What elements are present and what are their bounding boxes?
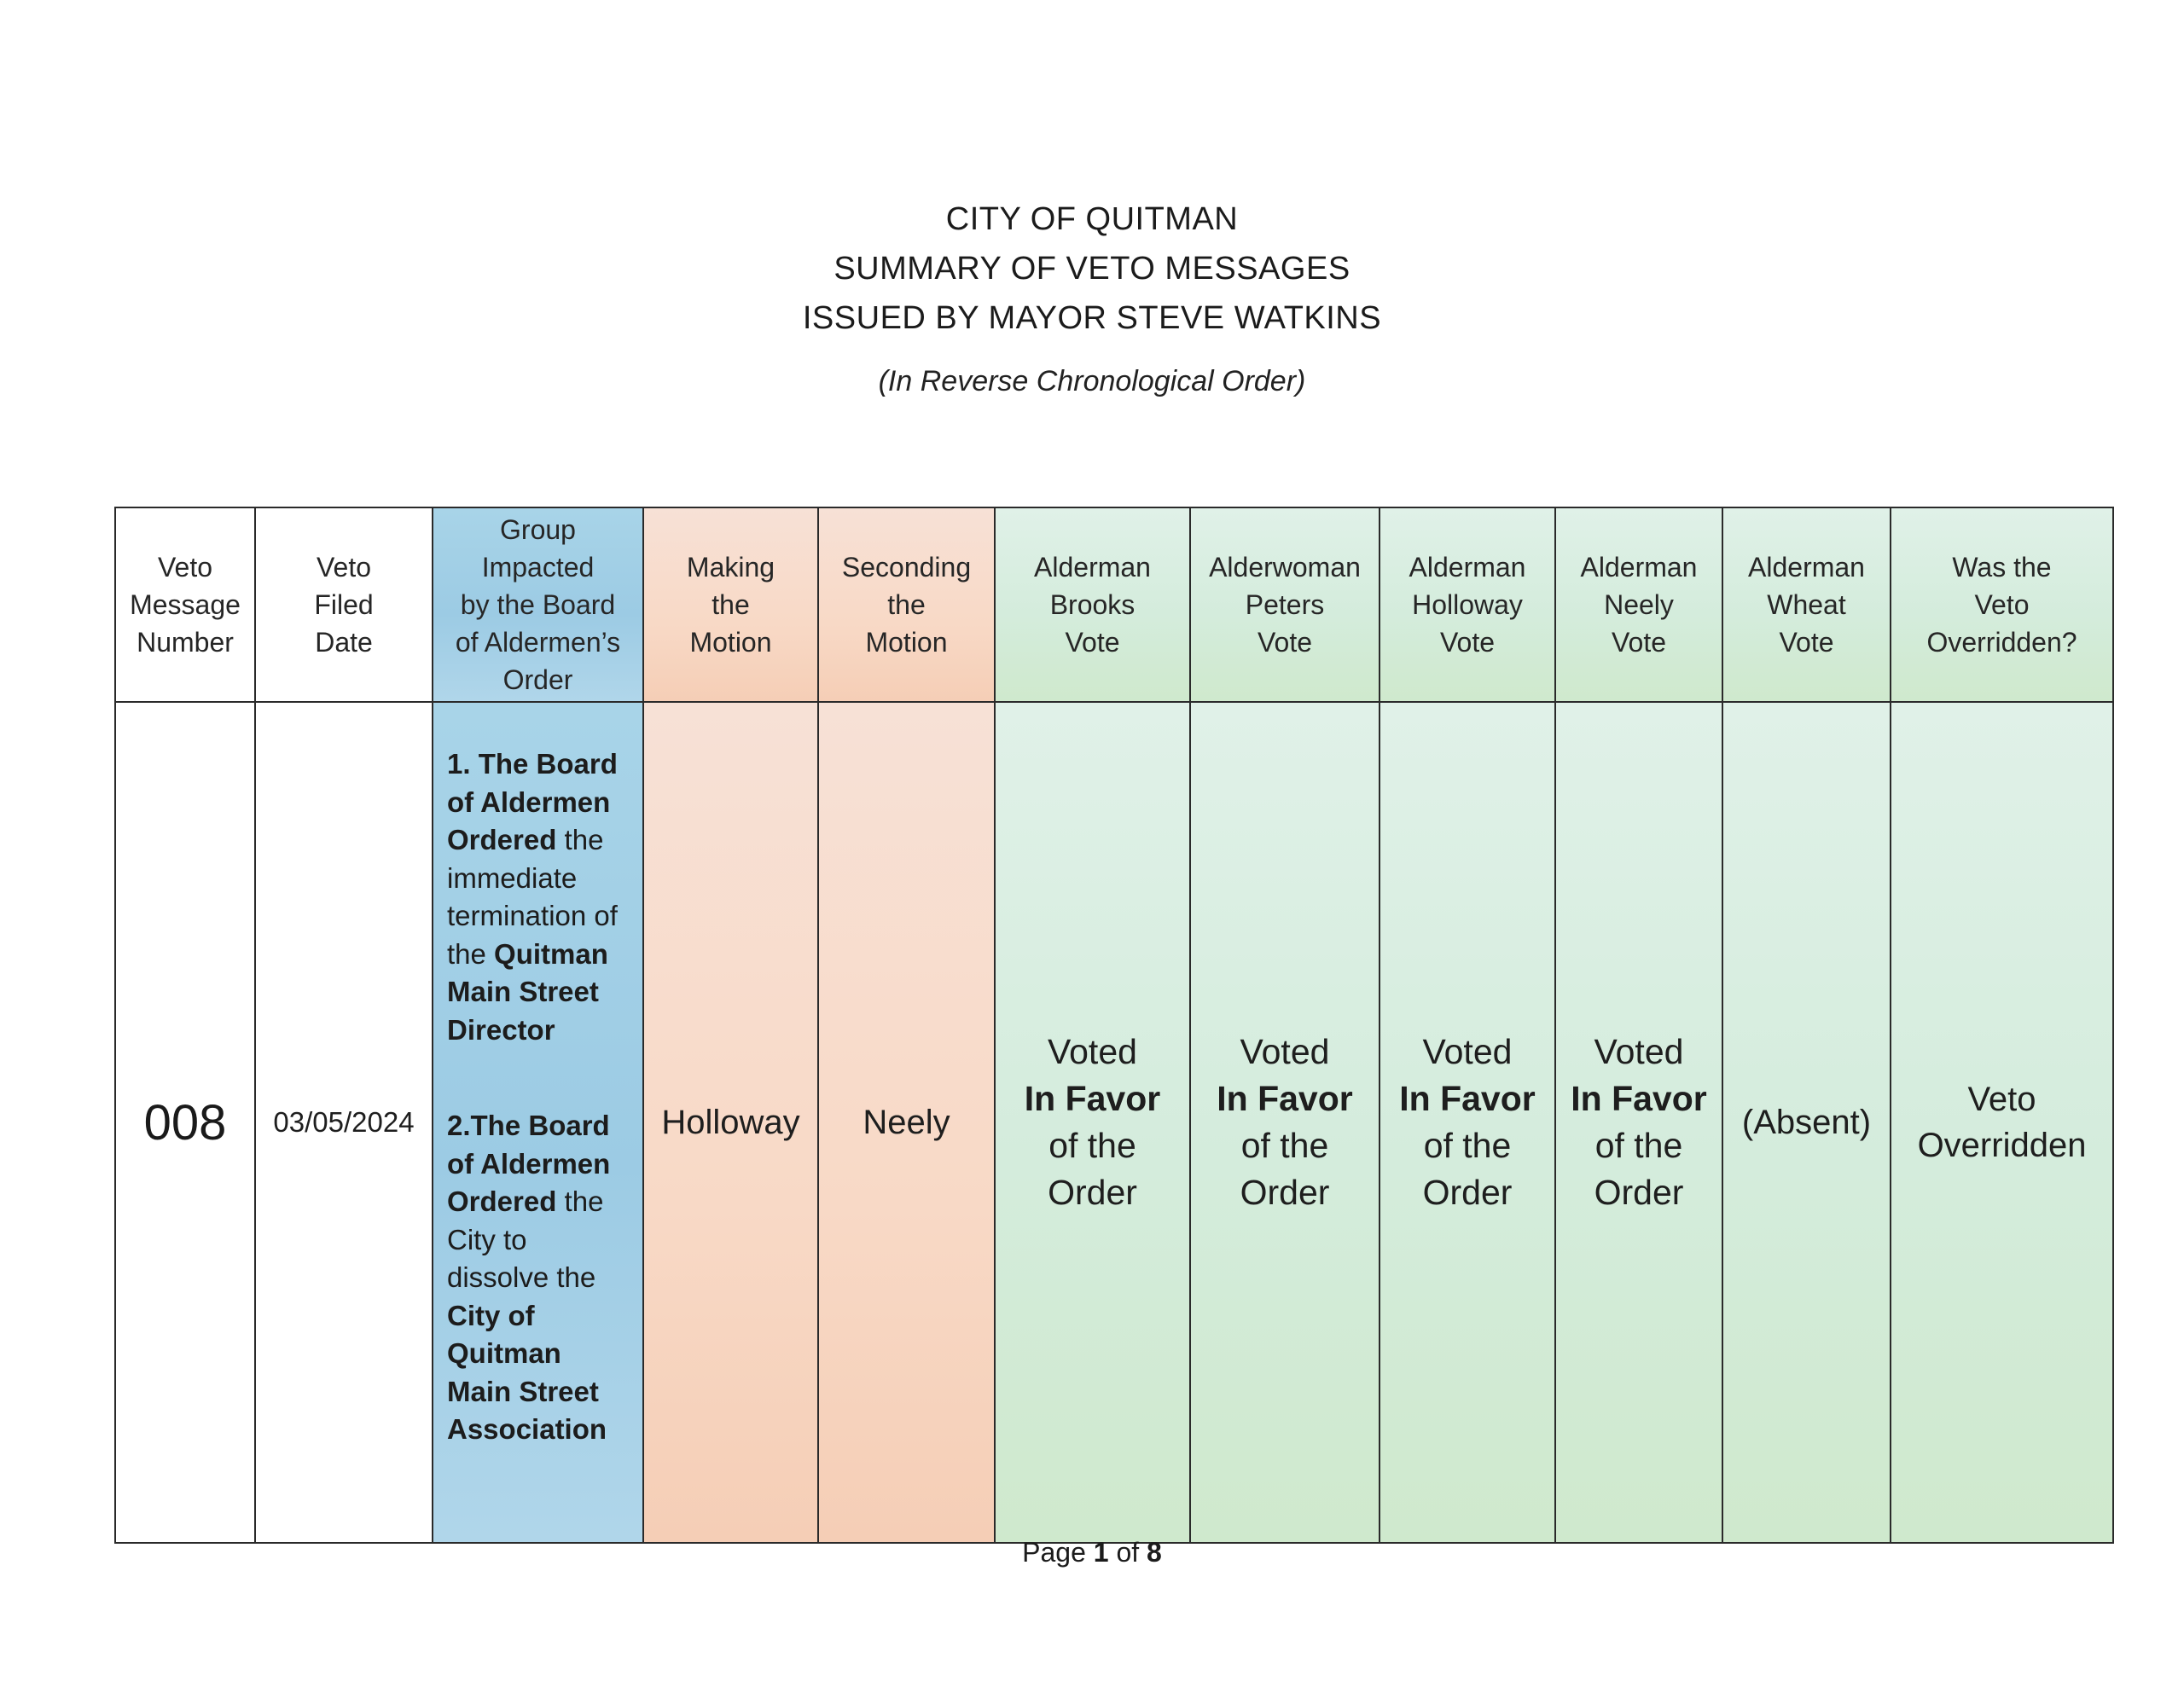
header-text: Vote [1779,627,1834,658]
cell-neely-vote [1555,702,1722,1543]
header-text: Alderman [1409,552,1526,583]
header-text: Number [136,627,234,658]
cell-filed-date: 03/05/2024 [255,702,433,1543]
header-text: Making [686,552,775,583]
cell-seconding-motion: Neely [818,702,995,1543]
vote-text: Voted [1048,1032,1137,1071]
group-item-2 [447,1107,629,1449]
group-text: Main Street [447,976,599,1007]
group-text: Quitman [494,937,608,970]
title-city: CITY OF QUITMAN [945,201,1239,237]
page-prefix: Page [1022,1537,1094,1568]
group-text: Quitman [447,1337,561,1369]
cell-peters-vote [1190,702,1380,1543]
cell-making-motion: Holloway [643,702,818,1543]
header-text: Veto [1974,589,2030,620]
header-text: by the Board [460,589,616,620]
header-text: Alderman [1580,552,1698,583]
group-text: termination of [447,900,618,931]
group-text: City to [447,1223,527,1255]
vote-text: In Favor [1217,1079,1353,1118]
group-text: Association [447,1413,607,1445]
header-text: Neely [1604,589,1674,620]
veto-table [114,507,2114,1544]
header-text: Vote [1065,627,1120,658]
header-text: of Aldermen’s [455,627,621,658]
vote-text: Voted [1594,1032,1684,1071]
header-text: Veto [316,552,372,583]
vote-text: of the [1048,1126,1136,1165]
group-text: Director [447,1013,555,1046]
vote-text: In Favor [1571,1079,1707,1118]
header-text: Vote [1257,627,1313,658]
page-number [0,1537,2184,1568]
header-text: the [887,589,926,620]
page-current: 1 [1093,1537,1109,1568]
group-text: 2.The Board [447,1110,610,1141]
header-holloway-vote [1380,507,1555,702]
header-text: Order [502,664,573,695]
header-text: Motion [689,627,772,658]
group-text: Main Street [447,1375,599,1407]
header-text: Vote [1611,627,1667,658]
header-text: the [712,589,750,620]
title-summary: SUMMARY OF VETO MESSAGES [834,251,1350,287]
group-text: the [556,1186,604,1217]
page-middle: of [1108,1537,1147,1568]
header-text: Motion [865,627,948,658]
vote-text: of the [1240,1126,1329,1165]
header-text: Group [500,514,576,545]
vote-text: of the [1594,1126,1683,1165]
header-text: Filed [314,589,374,620]
cell-message-number: 008 [115,702,255,1543]
override-text: Veto [1967,1081,2036,1118]
header-text: Alderman [1748,552,1865,583]
vote-text: of the [1423,1126,1512,1165]
header-peters-vote [1190,507,1380,702]
group-item-1 [447,745,629,1049]
group-text: the [556,824,604,855]
group-text: 1. The Board [447,748,618,780]
cell-veto-overridden [1891,702,2113,1543]
header-text: Peters [1245,589,1325,620]
header-text: Alderwoman [1209,552,1361,583]
table-header-row [115,507,2113,702]
cell-group-impacted [433,702,643,1543]
vote-text: In Favor [1399,1079,1536,1118]
group-text: immediate [447,861,578,894]
header-brooks-vote [995,507,1190,702]
header-text: Impacted [481,552,595,583]
veto-table-wrap [114,507,2112,1498]
group-text: of Aldermen [447,786,611,818]
header-text: Wheat [1767,589,1846,620]
title-issued-by: ISSUED BY MAYOR STEVE WATKINS [802,300,1382,336]
table-row [115,702,2113,1543]
header-text: Was the [1952,552,2052,583]
header-veto-filed-date [255,507,433,702]
header-text: Holloway [1412,589,1523,620]
header-text: Vote [1439,627,1496,658]
group-text: Ordered [447,824,557,855]
cell-brooks-vote [995,702,1190,1543]
group-text: of Aldermen [447,1147,611,1180]
header-veto-message-number [115,507,255,702]
vote-text: Voted [1422,1032,1513,1071]
header-making-motion [643,507,818,702]
vote-text: Order [1048,1173,1137,1212]
header-text: Overridden? [1926,627,2077,658]
header-neely-vote [1555,507,1722,702]
override-text: Overridden [1917,1127,2087,1164]
group-text: the [447,937,495,970]
vote-text: Order [1422,1173,1513,1212]
header-group-impacted [433,507,643,702]
header-seconding-motion [818,507,995,702]
vote-text: Order [1240,1173,1330,1212]
header-veto-overridden [1891,507,2113,702]
header-text: Brooks [1049,589,1136,620]
page-total: 8 [1147,1537,1162,1568]
document-subtitle: (In Reverse Chronological Order) [878,365,1306,397]
header-text: Alderman [1034,552,1151,583]
header-text: Date [315,627,373,658]
vote-text: In Favor [1024,1079,1161,1118]
header-text: Seconding [841,552,972,583]
group-text: dissolve the [447,1261,596,1293]
header-text: Veto [157,552,213,583]
cell-holloway-vote [1380,702,1555,1543]
cell-wheat-vote: (Absent) [1722,702,1891,1543]
group-text: City of [447,1299,535,1331]
header-wheat-vote [1722,507,1891,702]
header-text: Message [130,589,241,620]
vote-text: Voted [1240,1032,1330,1071]
group-text: Ordered [447,1186,557,1217]
vote-text: Order [1594,1173,1684,1212]
document-title [0,194,2184,343]
